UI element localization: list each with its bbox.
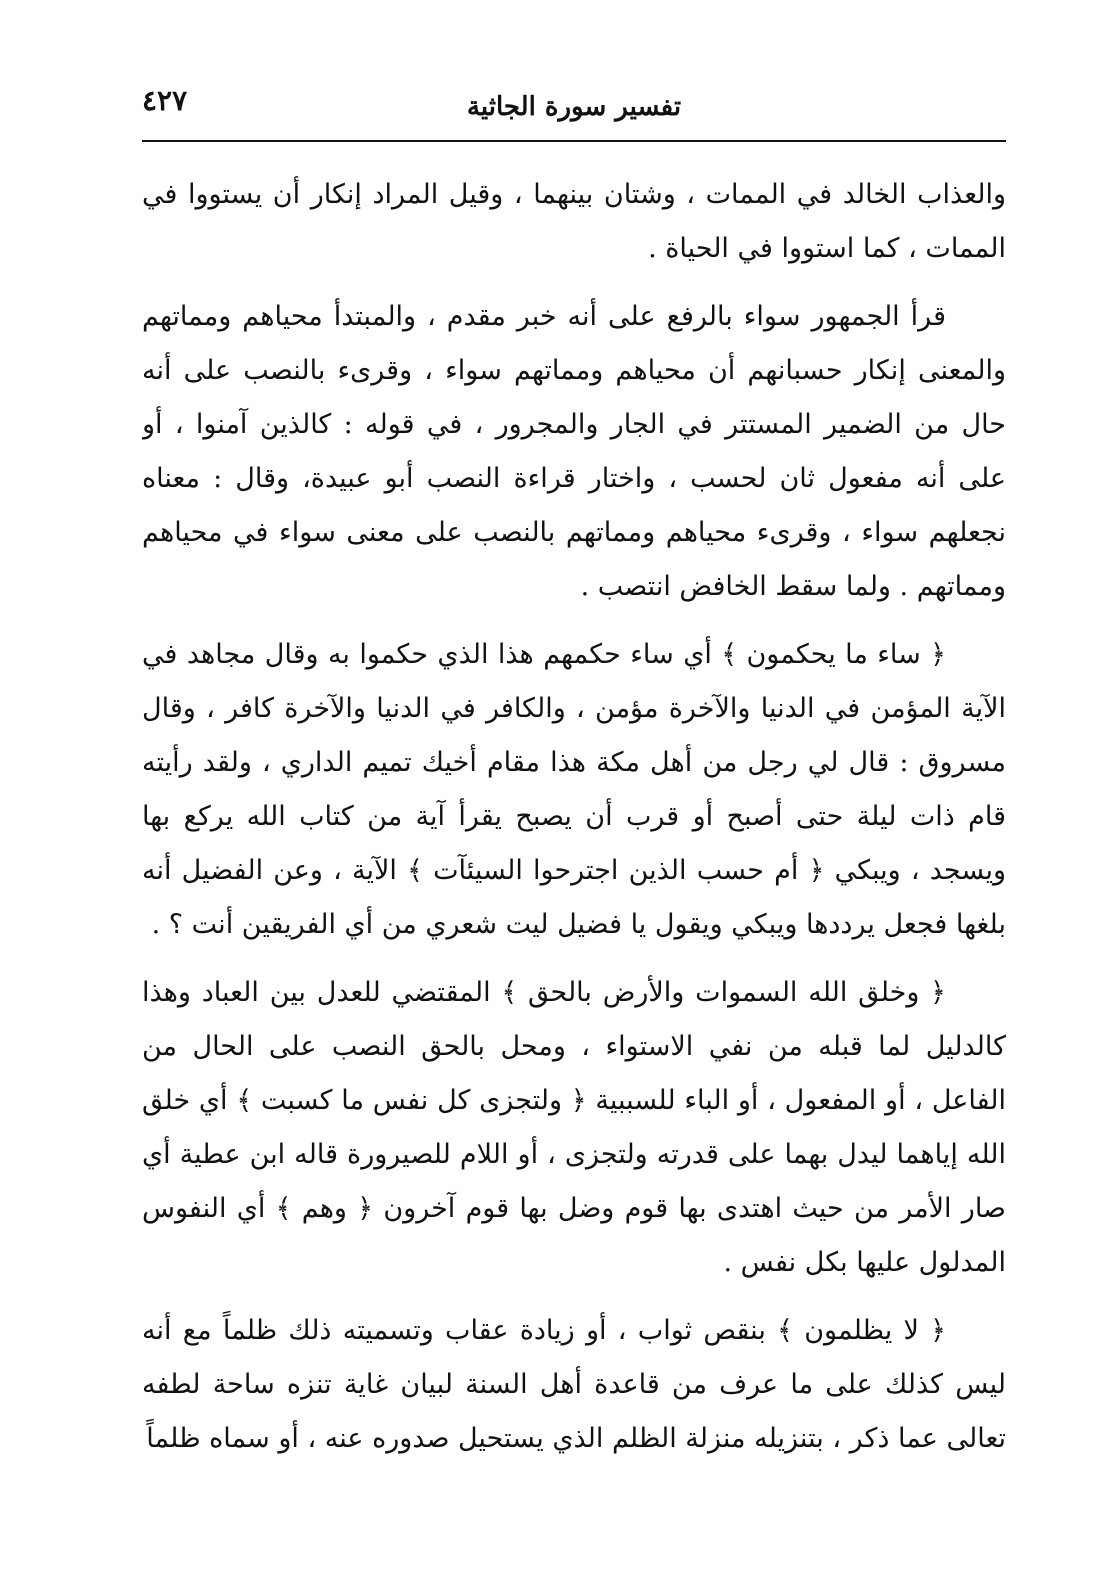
page-body <box>142 168 1006 1468</box>
paragraph-reading-variants: قرأ الجمهور سواء بالرفع على أنه خبر مقدم ، والمبتدأ محياهم ومماتهم والمعنى إنكار حسبانهم أن محياهم ومماتهم سواء ، وقرىء بالنصب على أنه حال من الضمير المستتر في الجار والمجرور ، في قوله : كالذين آمنوا ، أو على أنه مفعول ثان لحسب ، واختار قراءة النصب أبو عبيدة، وقال : معناه نجعلهم سواء ، وقرىء محياهم ومماتهم بالنصب على معنى سواء في محياهم ومماتهم . ولما سقط الخافض انتصب . <box>142 301 1006 602</box>
paragraph-creation-with-truth: ﴿ وخلق الله السموات والأرض بالحق ﴾ المقتضي للعدل بين العباد وهذا كالدليل لما قبله من نفي الاستواء ، ومحل بالحق النصب على الحال من الفاعل ، أو المفعول ، أو الباء للسببية ﴿ ولتجزى كل نفس ما كسبت ﴾ أي خلق الله إياهما ليدل بهما على قدرته ولتجزى ، أو اللام للصيرورة قاله ابن عطية أي صار الأمر من حيث اهتدى بها قوم وضل بها قوم آخرون ﴿ وهم ﴾ أي النفوس المدلول عليها بكل نفس . <box>142 977 1006 1278</box>
paragraph-saa-ma-yahkumun: ﴿ ساء ما يحكمون ﴾ أي ساء حكمهم هذا الذي حكموا به وقال مجاهد في الآية المؤمن في الدنيا والآخرة مؤمن ، والكافر في الدنيا والآخرة كافر ، وقال مسروق : قال لي رجل من أهل مكة هذا مقام أخيك تميم الداري ، ولقد رأيته قام ذات ليلة حتى أصبح أو قرب أن يصبح يقرأ آية من كتاب الله يركع بها ويسجد ، ويبكي ﴿ أم حسب الذين اجترحوا السيئآت ﴾ الآية ، وعن الفضيل أنه بلغها فجعل يرددها ويبكي ويقول يا فضيل ليت شعري من أي الفريقين أنت ؟ . <box>142 639 1006 940</box>
paragraph-continuation: والعذاب الخالد في الممات ، وشتان بينهما ، وقيل المراد إنكار أن يستووا في الممات ، كما استووا في الحياة . <box>142 179 1006 264</box>
header-divider <box>142 140 1006 142</box>
page-number: ٤٢٧ <box>142 84 188 117</box>
running-title: تفسير سورة الجاثية <box>466 92 682 122</box>
page-header <box>142 82 1006 138</box>
paragraph-la-yuzlamun: ﴿ لا يظلمون ﴾ بنقص ثواب ، أو زيادة عقاب وتسميته ذلك ظلماً مع أنه ليس كذلك على ما عرف من قاعدة أهل السنة لبيان غاية تنزه ساحة لطفه تعالى عما ذكر ، بتنزيله منزلة الظلم الذي يستحيل صدوره عنه ، أو سماه ظلماً <box>142 1315 1006 1454</box>
